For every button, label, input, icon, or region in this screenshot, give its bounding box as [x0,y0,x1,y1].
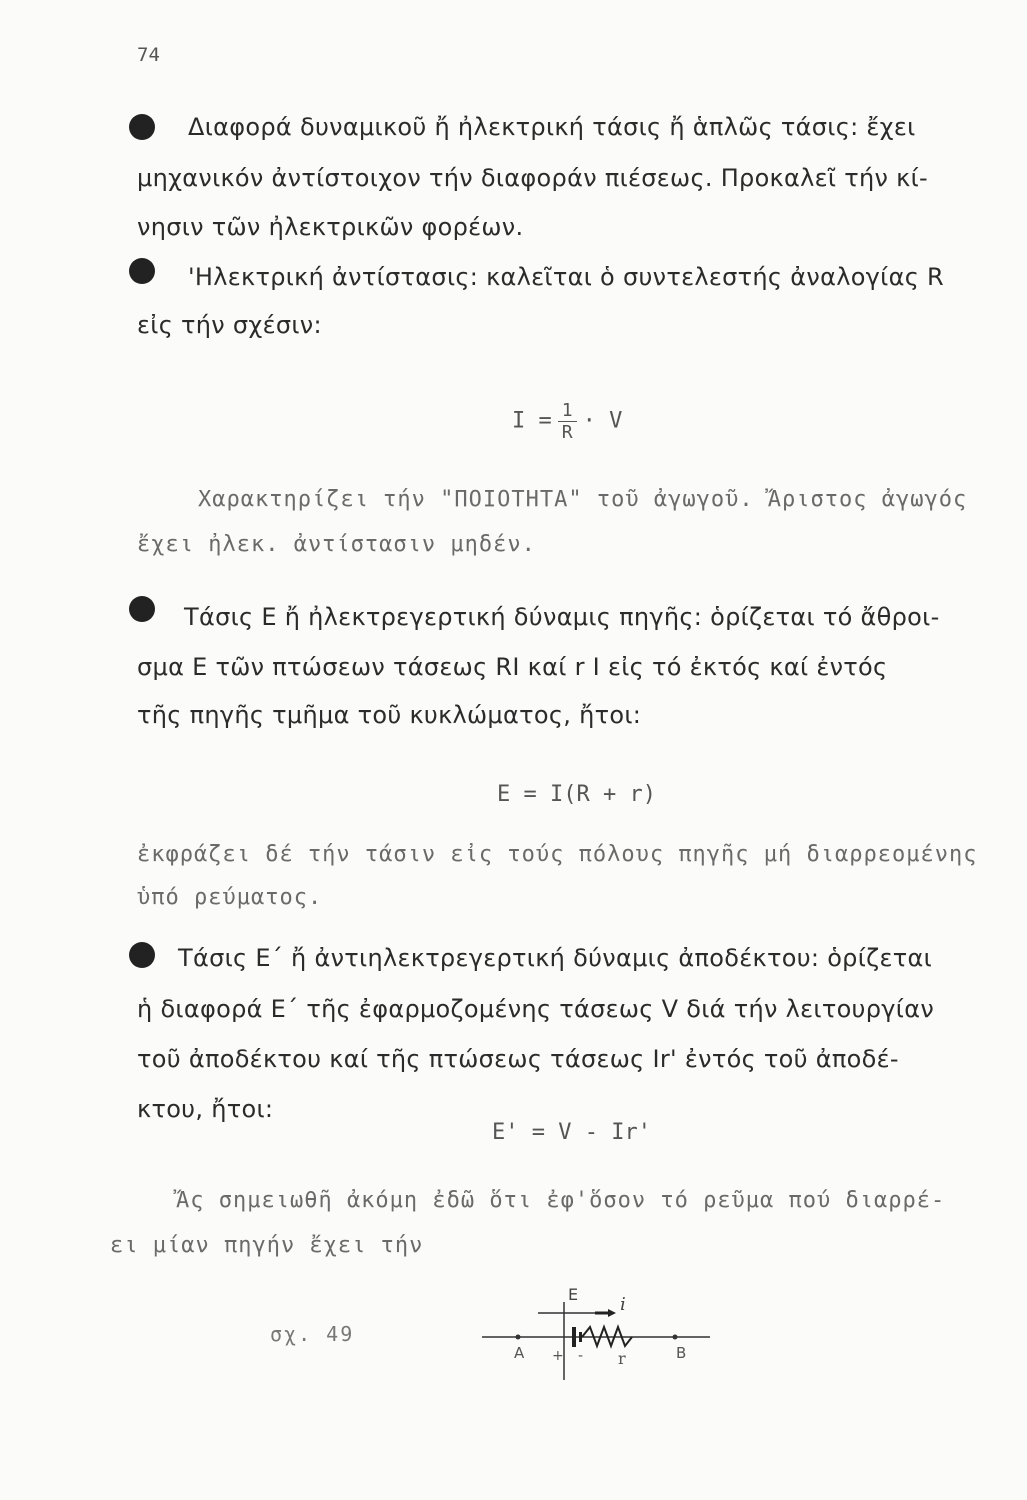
point-a [516,1335,521,1340]
bullet-icon [129,114,155,140]
text-line: Διαφορά δυναμικοῦ ἤ ἠλεκτρική τάσις ἤ ἁπλῶς τάσις: ἔχει [188,113,916,141]
label-minus: - [578,1348,584,1364]
fraction-denominator: R [561,422,573,443]
label-e: E [568,1285,579,1304]
point-b [673,1335,678,1340]
text-line: σμα E τῶν πτώσεων τάσεως RI καί r I εἰς τό ἐκτός καί ἐντός [137,653,888,681]
formula-left: I = [512,408,552,434]
label-a: A [514,1344,525,1362]
bullet-icon [129,596,155,622]
text-line: τοῦ ἀποδέκτου καί τῆς πτώσεως τάσεως Ir' ἐντός τοῦ ἀποδέ- [137,1045,899,1073]
label-i: i [620,1294,626,1315]
text-line: Χαρακτηρίζει τήν "ΠΟΙΟΤΗΤΑ" τοῦ ἀγωγοῦ. Ἄριστος ἀγωγός [198,487,968,512]
text-line: ὑπό ρεύματος. [137,885,323,910]
text-line: 'Ηλεκτρική ἀντίστασις: καλεῖται ὁ συντελεστής ἀναλογίας R [188,263,945,291]
bullet-icon [129,258,155,284]
circuit-diagram [470,1280,720,1390]
page-number: 74 [137,44,160,66]
battery-plate-short [579,1332,582,1342]
fraction-numerator: 1 [558,400,577,422]
arrow-head-icon [608,1309,616,1317]
bullet-icon [129,942,155,968]
label-plus: + [552,1348,564,1364]
figure-label: σχ. 49 [270,1322,355,1346]
battery-plate [572,1327,576,1347]
text-line: μηχανικόν ἀντίστοιχον τήν διαφοράν πιέσεως. Προκαλεῖ τήν κί- [137,164,928,192]
text-line: Τάσις E ἤ ἠλεκτρεγερτική δύναμις πηγῆς: ὁρίζεται τό ἄθροι- [184,603,940,631]
label-r: r [618,1349,626,1368]
label-b: B [676,1344,687,1362]
text-line: νησιν τῶν ἠλεκτρικῶν φορέων. [137,213,524,241]
text-line: ἔχει ἠλεκ. ἀντίστασιν μηδέν. [137,532,536,557]
formula-emf: E = I(R + r) [497,782,656,807]
text-line: ἡ διαφορά E΄ τῆς ἐφαρμοζομένης τάσεως V διά τήν λειτουργίαν [137,995,935,1023]
text-line: Ἄς σημειωθῆ ἀκόμη ἐδῶ ὅτι ἐφ'ὅσον τό ρεῦμα πού διαρρέ- [176,1188,946,1213]
text-line: κτου, ἤτοι: [137,1095,274,1123]
text-line: τῆς πηγῆς τμῆμα τοῦ κυκλώματος, ἤτοι: [137,701,642,729]
formula-right: · V [582,408,623,434]
text-line: Τάσις E΄ ἤ ἀντιηλεκτρεγερτική δύναμις ἀποδέκτου: ὁρίζεται [178,944,933,972]
text-line: ἐκφράζει δέ τήν τάσιν εἰς τούς πόλους πηγῆς μή διαρρεομένης [137,842,978,867]
text-line: ει μίαν πηγήν ἔχει τήν [110,1233,424,1258]
text-line: εἰς τήν σχέσιν: [137,311,322,339]
formula-back-emf: E' = V - Ir' [492,1120,651,1145]
formula-resistance [512,400,622,443]
fraction [558,400,577,443]
